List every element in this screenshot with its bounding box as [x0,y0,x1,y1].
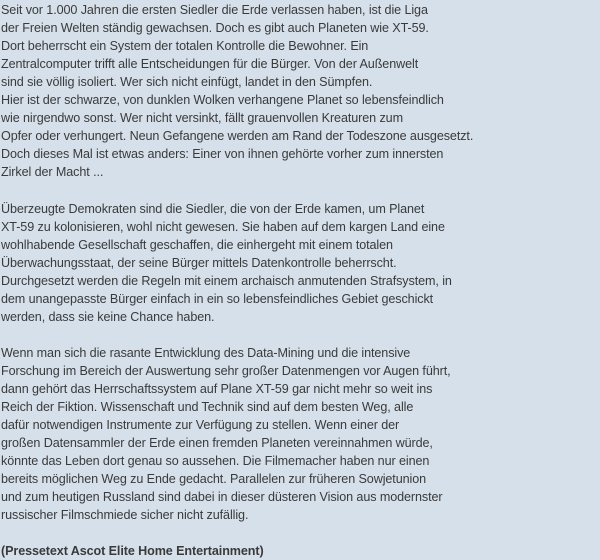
text-line: dann gehört das Herrschaftssystem auf Plane XT-59 gar nicht mehr so weit ins [1,381,433,396]
text-line: Durchgesetzt werden die Regeln mit einem archaisch anmutenden Strafsystem, in [1,273,452,288]
text-line: werden, dass sie keine Chance haben. [1,309,215,324]
press-note: (Pressetext Ascot Elite Home Entertainment) [1,544,264,559]
text-line: großen Datensammler der Erde einen fremden Planeten vereinnahmen würde, [1,436,433,451]
text-line: Wenn man sich die rasante Entwicklung des Data-Mining und die intensive [1,345,411,360]
text-line: Doch dieses Mal ist etwas anders: Einer von ihnen gehörte vorher zum innersten [1,147,444,162]
article-body [1,1,597,560]
text-line: der Freien Welten ständig gewachsen. Doch es gibt auch Planeten wie XT-59. [1,21,429,36]
text-line: dem unangepasste Bürger einfach in ein so lebensfeindliches Gebiet geschickt [1,291,434,306]
text-line: könnte das Leben dort genau so aussehen. Die Filmemacher haben nur einen [1,454,430,469]
text-line: Forschung im Bereich der Auswertung sehr großer Datenmengen vor Augen führt, [1,363,451,378]
text-line: wohlhabende Gesellschaft geschaffen, die einhergeht mit einem totalen [1,237,393,252]
text-line: Reich der Fiktion. Wissenschaft und Technik sind auf dem besten Weg, alle [1,400,414,415]
paragraph-2 [1,200,597,326]
text-line: Zentralcomputer trifft alle Entscheidungen für die Bürger. Von der Außenwelt [1,57,419,72]
paragraph-3 [1,344,597,524]
text-line: russischer Filmschmiede sicher nicht zufällig. [1,508,249,523]
text-line: Überzeugte Demokraten sind die Siedler, die von der Erde kamen, um Planet [1,201,425,216]
text-line: und zum heutigen Russland sind dabei in dieser düsteren Vision aus modernster [1,490,443,505]
text-line: Zirkel der Macht ... [1,165,104,180]
paragraph-1 [1,1,597,181]
text-line: Opfer oder verhungert. Neun Gefangene werden am Rand der Todeszone ausgesetzt. [1,129,474,144]
text-line: sind sie völlig isoliert. Wer sich nicht einfügt, landet in den Sümpfen. [1,75,373,90]
text-line: bereits möglichen Weg zu Ende gedacht. Parallelen zur früheren Sowjetunion [1,472,427,487]
text-line: dafür notwendigen Instrumente zur Verfügung zu stellen. Wenn einer der [1,418,400,433]
text-line: wie nirgendwo sonst. Wer nicht versinkt, fällt grauenvollen Kreaturen zum [1,111,403,126]
text-line: Hier ist der schwarze, von dunklen Wolken verhangene Planet so lebensfeindlich [1,93,444,108]
text-line: Dort beherrscht ein System der totalen Kontrolle die Bewohner. Ein [1,39,369,54]
text-line: Seit vor 1.000 Jahren die ersten Siedler die Erde verlassen haben, ist die Liga [1,3,428,17]
text-line: XT-59 zu kolonisieren, wohl nicht gewesen. Sie haben auf dem kargen Land eine [1,219,445,234]
text-line: Überwachungsstaat, der seine Bürger mittels Datenkontrolle beherrscht. [1,255,397,270]
